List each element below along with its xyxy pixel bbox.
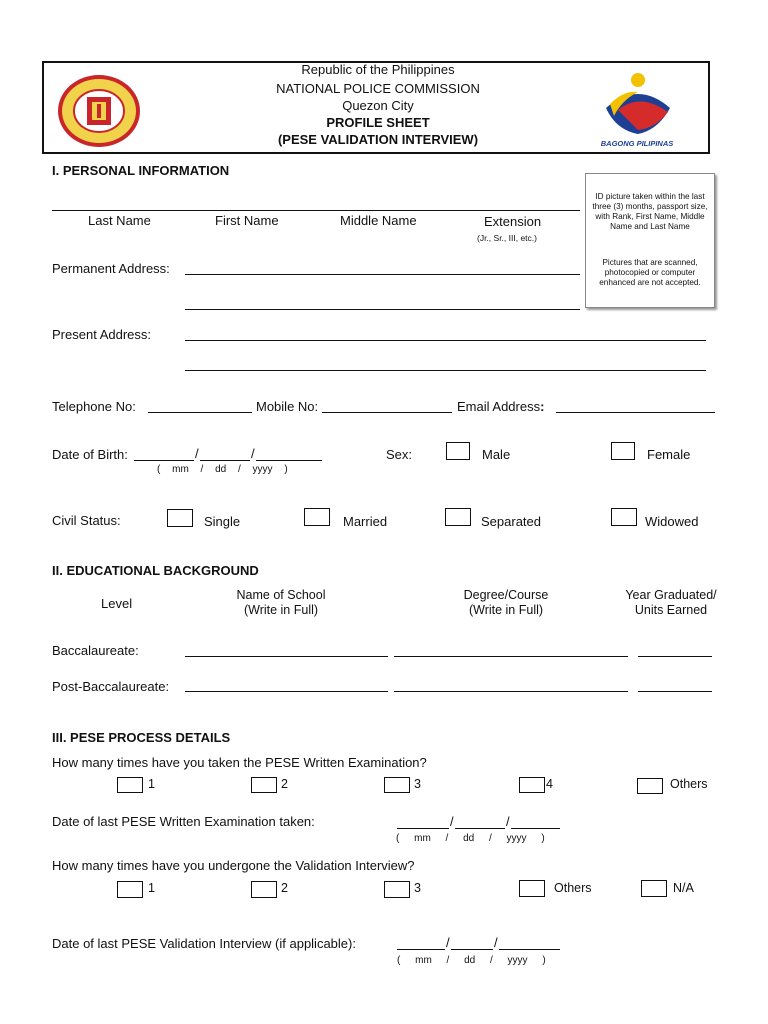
widowed-checkbox[interactable] [611, 508, 637, 526]
first-name-label: First Name [215, 213, 279, 228]
permanent-address-field-2[interactable] [185, 309, 580, 310]
dob-format: ( mm / dd / yyyy ) [157, 464, 288, 475]
bagong-pilipinas-label: BAGONG PILIPINAS [600, 139, 674, 148]
dob-day-field[interactable] [200, 460, 250, 461]
interview-count-others-label: Others [554, 881, 592, 895]
written-count-others-checkbox[interactable] [637, 778, 663, 794]
permanent-address-label: Permanent Address: [52, 261, 170, 276]
page-title: PROFILE SHEET [326, 115, 430, 130]
separated-label: Separated [481, 514, 541, 529]
mobile-field[interactable] [322, 412, 452, 413]
sex-label: Sex: [386, 447, 413, 462]
extension-label: Extension [484, 214, 542, 229]
written-count-others-label: Others [670, 777, 708, 791]
telephone-label: Telephone No: [52, 399, 136, 414]
name-field[interactable] [52, 210, 580, 211]
married-label: Married [343, 514, 388, 529]
female-label: Female [647, 447, 691, 462]
bacc-degree-field[interactable] [394, 656, 628, 657]
header-city: Quezon City [342, 98, 414, 113]
post-bacc-year-field[interactable] [638, 691, 712, 692]
year-header-2: Units Earned [634, 603, 708, 617]
section-pese-heading: III. PESE PROCESS DETAILS [52, 730, 231, 745]
validation-interview-question: How many times have you undergone the Validation Interview? [52, 858, 415, 873]
post-bacc-degree-field[interactable] [394, 691, 628, 692]
bacc-year-field[interactable] [638, 656, 712, 657]
interview-date-month-field[interactable] [397, 949, 445, 950]
male-checkbox[interactable] [446, 442, 470, 460]
separated-checkbox[interactable] [445, 508, 471, 526]
napolcom-seal-icon [56, 73, 142, 149]
interview-count-3-checkbox[interactable] [384, 881, 410, 898]
header-napolcom: NATIONAL POLICE COMMISSION [276, 81, 480, 96]
section-education-heading: II. EDUCATIONAL BACKGROUND [52, 563, 259, 578]
interview-date-slash-2: / [494, 935, 498, 950]
written-date-year-field[interactable] [511, 828, 560, 829]
bacc-school-field[interactable] [185, 656, 388, 657]
written-date-slash-1: / [450, 814, 454, 829]
written-count-1-label: 1 [148, 777, 155, 791]
written-count-4-checkbox[interactable] [519, 777, 545, 793]
bagong-pilipinas-logo-icon [598, 70, 678, 148]
interview-date-year-field[interactable] [499, 949, 560, 950]
interview-count-others-checkbox[interactable] [519, 880, 545, 897]
interview-count-na-checkbox[interactable] [641, 880, 667, 897]
dob-label: Date of Birth: [52, 447, 128, 462]
written-date-format: ( mm / dd / yyyy ) [396, 833, 545, 844]
interview-count-1-checkbox[interactable] [117, 881, 143, 898]
header-republic: Republic of the Philippines [301, 62, 455, 77]
level-header: Level [101, 596, 133, 611]
written-count-2-label: 2 [281, 777, 288, 791]
widowed-label: Widowed [645, 514, 699, 529]
written-count-1-checkbox[interactable] [117, 777, 143, 793]
civil-status-label: Civil Status: [52, 513, 121, 528]
school-header-2: (Write in Full) [243, 603, 319, 617]
extension-note: (Jr., Sr., III, etc.) [477, 233, 537, 243]
photo-instruction: ID picture taken within the last three (3) months, passport size, with Rank, First Name, Middle Name and Last Name [592, 192, 708, 231]
written-count-2-checkbox[interactable] [251, 777, 277, 793]
dob-slash-2: / [251, 446, 255, 461]
degree-header-2: (Write in Full) [468, 603, 544, 617]
photo-restriction: Pictures that are scanned, photocopied or computer enhanced are not accepted. [599, 258, 701, 287]
interview-date-slash-1: / [446, 935, 450, 950]
married-checkbox[interactable] [304, 508, 330, 526]
baccalaureate-label: Baccalaureate: [52, 643, 139, 658]
mobile-label: Mobile No: [256, 399, 319, 414]
male-label: Male [482, 447, 511, 462]
dob-slash-1: / [195, 446, 199, 461]
interview-count-2-checkbox[interactable] [251, 881, 277, 898]
email-field[interactable] [556, 412, 715, 413]
last-name-label: Last Name [88, 213, 151, 228]
year-header-1: Year Graduated/ [625, 588, 717, 602]
post-baccalaureate-label: Post-Baccalaureate: [52, 679, 170, 694]
present-address-label: Present Address: [52, 327, 151, 342]
single-checkbox[interactable] [167, 509, 193, 527]
female-checkbox[interactable] [611, 442, 635, 460]
permanent-address-field-1[interactable] [185, 274, 580, 275]
written-date-day-field[interactable] [455, 828, 505, 829]
interview-date-format: ( mm / dd / yyyy ) [397, 955, 546, 966]
single-label: Single [204, 514, 241, 529]
middle-name-label: Middle Name [340, 213, 417, 228]
present-address-field-1[interactable] [185, 340, 706, 341]
written-count-3-checkbox[interactable] [384, 777, 410, 793]
written-count-3-label: 3 [414, 777, 421, 791]
present-address-field-2[interactable] [185, 370, 706, 371]
id-photo-box[interactable] [585, 173, 715, 308]
school-header-1: Name of School [236, 588, 326, 602]
written-exam-question: How many times have you taken the PESE Written Examination? [52, 755, 427, 770]
section-personal-heading: I. PERSONAL INFORMATION [52, 163, 230, 178]
interview-date-day-field[interactable] [451, 949, 493, 950]
written-date-slash-2: / [506, 814, 510, 829]
interview-count-3-label: 3 [414, 881, 421, 895]
dob-month-field[interactable] [134, 460, 194, 461]
email-label: Email Address: [457, 399, 545, 414]
degree-header-1: Degree/Course [463, 588, 549, 602]
validation-interview-date-label: Date of last PESE Validation Interview (if applicable): [52, 936, 356, 951]
interview-count-na-label: N/A [673, 881, 694, 895]
dob-year-field[interactable] [256, 460, 322, 461]
interview-count-1-label: 1 [148, 881, 155, 895]
written-date-month-field[interactable] [397, 828, 449, 829]
written-count-4-label: 4 [546, 777, 553, 791]
telephone-field[interactable] [148, 412, 252, 413]
interview-count-2-label: 2 [281, 881, 288, 895]
post-bacc-school-field[interactable] [185, 691, 388, 692]
page-subtitle: (PESE VALIDATION INTERVIEW) [277, 132, 479, 147]
written-exam-date-label: Date of last PESE Written Examination taken: [52, 814, 315, 829]
